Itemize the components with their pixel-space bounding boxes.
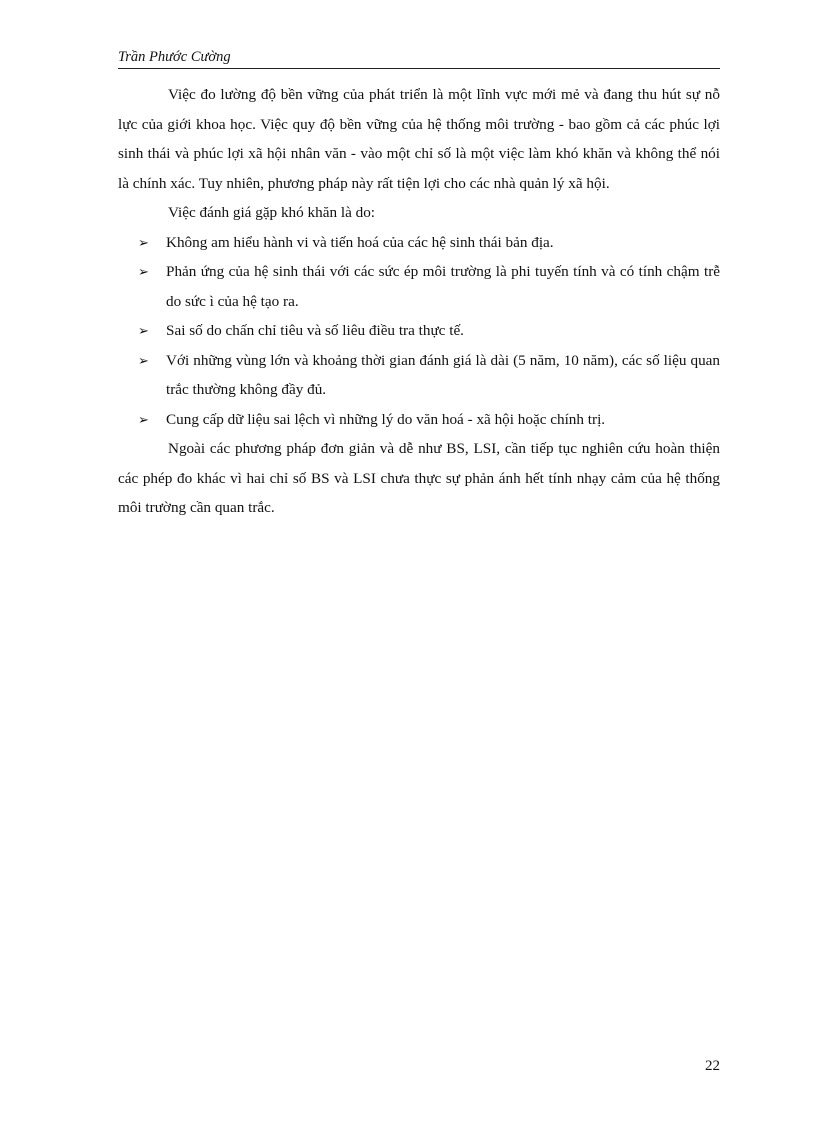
list-item-text: Phản ứng của hệ sinh thái với các sức ép môi trường là phi tuyến tính và có tính chậm trễ do sức ì của hệ tạo ra. <box>166 263 720 310</box>
document-body <box>118 80 720 523</box>
list-item <box>118 346 720 405</box>
page-header <box>118 48 720 69</box>
list-item-text: Cung cấp dữ liệu sai lệch vì những lý do văn hoá - xã hội hoặc chính trị. <box>166 410 606 428</box>
paragraph-difficulties-lead: Việc đánh giá gặp khó khăn là do: <box>168 204 376 221</box>
arrowhead-bullet-icon: ➢ <box>138 234 149 250</box>
list-item <box>118 228 720 258</box>
page-number: 22 <box>705 1058 720 1074</box>
list-item-text: Không am hiểu hành vi và tiến hoá của các hệ sinh thái bản địa. <box>166 233 554 251</box>
paragraph-intro: Việc đo lường độ bền vững của phát triển là một lĩnh vực mới mẻ và đang thu hút sự nỗ lực của giới khoa học. Việc quy độ bền vững của hệ thống môi trường - bao gồm cả các phúc lợi sinh thái và phúc lợi xã hội nhân văn - vào một chỉ số là một việc làm khó khăn và không thể nói là chính xác. Tuy nhiên, phương pháp này rất tiện lợi cho các nhà quản lý xã hội. <box>118 86 720 192</box>
header-author: Trần Phước Cường <box>118 49 231 65</box>
paragraph-conclusion: Ngoài các phương pháp đơn giản và dễ như BS, LSI, cần tiếp tục nghiên cứu hoàn thiện các phép đo khác vì hai chỉ số BS và LSI chưa thực sự phản ánh hết tính nhạy cảm của hệ thống môi trường cần quan trắc. <box>118 440 720 516</box>
arrowhead-bullet-icon: ➢ <box>138 323 149 338</box>
arrowhead-bullet-icon: ➢ <box>138 352 149 368</box>
list-item-text: Sai số do chấn chỉ tiêu và số liêu điều tra thực tế. <box>166 322 464 339</box>
arrowhead-bullet-icon: ➢ <box>138 411 149 427</box>
list-item-text: Với những vùng lớn và khoảng thời gian đánh giá là dài (5 năm, 10 năm), các số liệu quan trắc thường không đầy đủ. <box>166 351 720 398</box>
list-item <box>118 257 720 316</box>
arrowhead-bullet-icon: ➢ <box>138 264 149 279</box>
list-item <box>118 405 720 435</box>
list-item <box>118 316 720 346</box>
difficulties-list <box>118 228 720 435</box>
